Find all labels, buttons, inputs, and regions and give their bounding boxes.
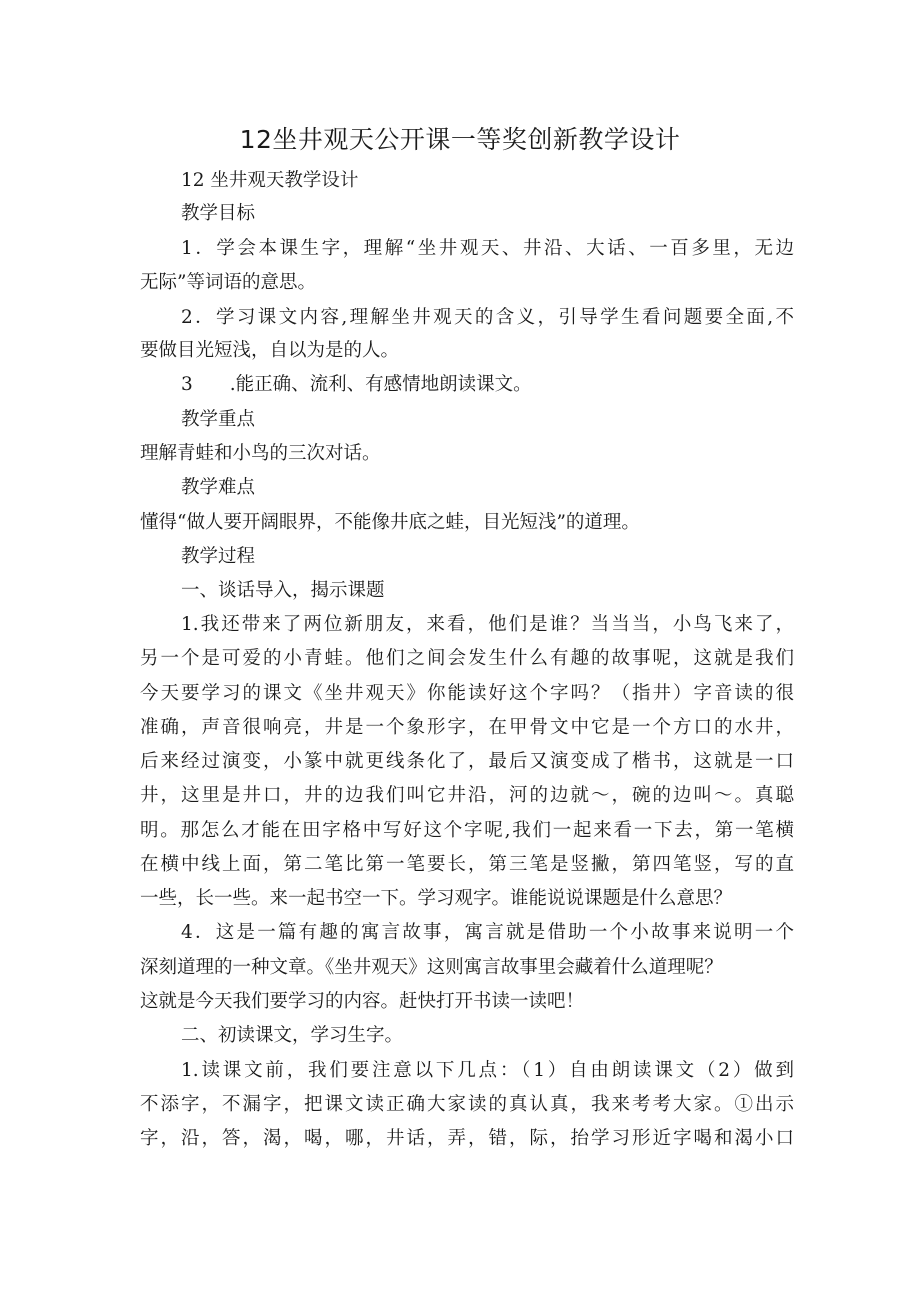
paragraph-line: 在横中线上面，第二笔比第一笔要长，第三笔是竖撇，第四笔竖，写的直 [140, 854, 794, 875]
section-heading: 教学目标 [181, 203, 256, 224]
section-heading: 教学难点 [181, 477, 256, 498]
paragraph-line: 1．学会本课生字，理解“坐井观天、井沿、大话、一百多里，无边 [181, 238, 794, 259]
paragraph-line: 明。那怎么才能在田字格中写好这个字呢,我们一起来看一下去，第一笔横 [140, 820, 794, 841]
paragraph-line: 这就是今天我们要学习的内容。赶快打开书读一读吧！ [140, 991, 585, 1012]
subtitle: 12 坐井观天教学设计 [181, 170, 359, 191]
paragraph-line: 4．这是一篇有趣的寓言故事，寓言就是借助一个小故事来说明一个 [181, 922, 794, 943]
paragraph-line: 字，沿，答，渴，喝，哪，井话，弄，错，际，抬学习形近字喝和渴小口 [140, 1128, 794, 1149]
document-title: 12坐井观天公开课一等奖创新教学设计 [239, 125, 681, 154]
paragraph-line: 懂得“做人要开阔眼界，不能像井底之蛙，目光短浅”的道理。 [140, 512, 640, 533]
paragraph-line: 1.我还带来了两位新朋友，来看，他们是谁？当当当，小鸟飞来了， [181, 614, 794, 635]
paragraph-line: 今天要学习的课文《坐井观天》你能读好这个字吗？（指井）字音读的很 [140, 683, 794, 704]
paragraph-line: 井，这里是井口，井的边我们叫它井沿，河的边就～，碗的边叫～。真聪 [140, 785, 794, 806]
paragraph-line: 要做目光短浅，自以为是的人。 [140, 340, 400, 361]
paragraph-line: 另一个是可爱的小青蛙。他们之间会发生什么有趣的故事呢，这就是我们 [140, 648, 794, 669]
paragraph-line: 一些，长一些。来一起书空一下。学习观字。谁能说说课题是什么意思？ [140, 888, 733, 909]
paragraph-line: 3 .能正确、流利、有感情地朗读课文。 [181, 374, 532, 395]
paragraph-line: 后来经过演变，小篆中就更线条化了，最后又演变成了楷书，这就是一口 [140, 751, 794, 772]
paragraph-line: 2．学习课文内容,理解坐井观天的含义，引导学生看问题要全面,不 [181, 307, 794, 328]
paragraph-line: 深刻道理的一种文章。《坐井观天》这则寓言故事里会藏着什么道理呢？ [140, 957, 723, 978]
section-heading: 教学重点 [181, 409, 256, 430]
paragraph-line: 1.读课文前，我们要注意以下几点：（1）自由朗读课文（2）做到 [181, 1060, 794, 1081]
paragraph-line: 准确，声音很响亮，井是一个象形字，在甲骨文中它是一个方口的水井， [140, 717, 794, 738]
section-heading: 二、初读课文，学习生字。 [181, 1025, 404, 1046]
paragraph-line: 理解青蛙和小鸟的三次对话。 [140, 443, 381, 464]
paragraph-line: 无际”等词语的意思。 [140, 272, 316, 293]
section-heading: 教学过程 [181, 546, 256, 567]
paragraph-line: 不添字，不漏字，把课文读正确大家读的真认真，我来考考大家。①出示 [140, 1094, 794, 1115]
section-heading: 一、谈话导入，揭示课题 [181, 580, 385, 601]
